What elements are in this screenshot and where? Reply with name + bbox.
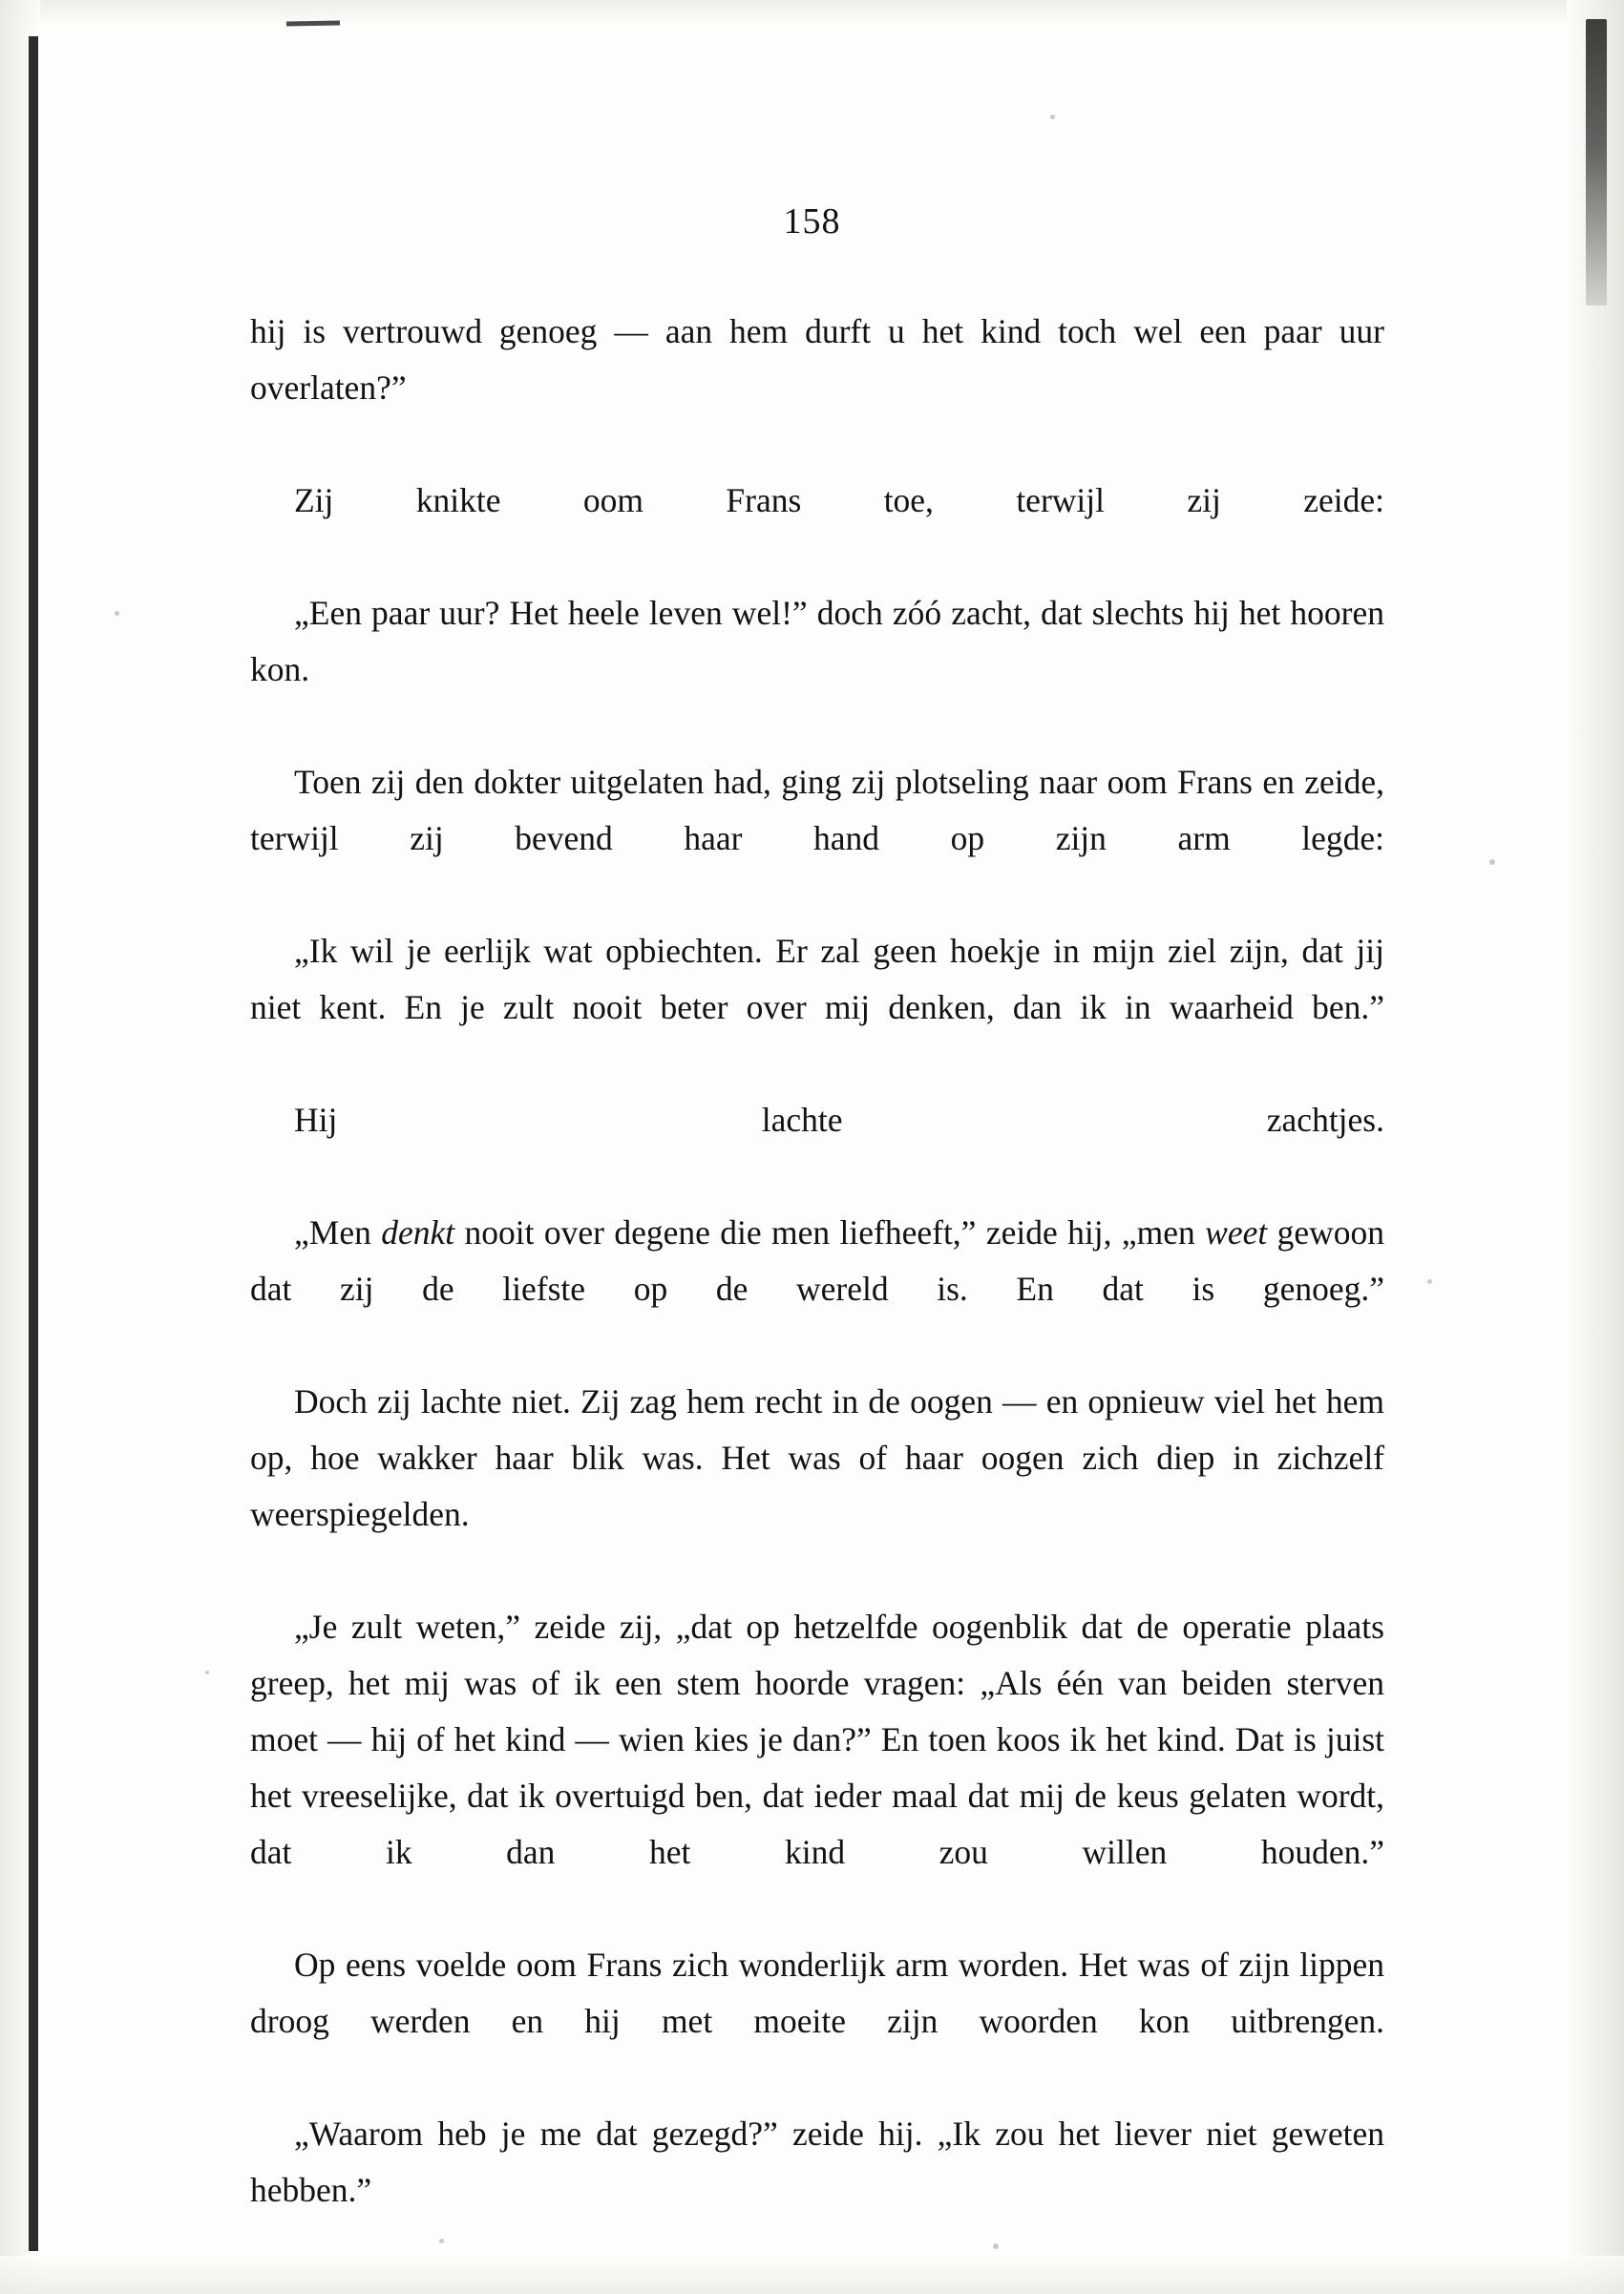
- text-run: „Waarom heb je me dat gezegd?” zeide hij. „Ik zou het liever niet geweten hebben.”: [250, 2115, 1384, 2209]
- scan-speck: [115, 611, 119, 616]
- page-edge-shadow-right: [1567, 0, 1624, 2294]
- text-run: Doch zij lachte niet. Zij zag hem recht in de oogen — en opnieuw viel het hem op, hoe wakker haar blik was. Het was of haar oogen zich diep in zichzelf weerspiegelden.: [250, 1382, 1384, 1533]
- emphasized-text: denkt: [381, 1213, 455, 1252]
- paragraph: [250, 1205, 1384, 1374]
- paragraph: [250, 1374, 1384, 1599]
- paragraph: [250, 1937, 1384, 2106]
- paragraph: [250, 1599, 1384, 1937]
- text-run: Zij knikte oom Frans toe, terwijl zij zeide:: [294, 481, 1384, 519]
- text-run: „Je zult weten,” zeide zij, „dat op hetzelfde oogenblik dat de operatie plaats greep, het mij was of ik een stem hoorde vragen: „Als één van beiden sterven moet — hij of het kind — wien kies je dan?” En toen koos ik het kind. Dat is juist het vreeselijke, dat ik overtuigd ben, dat ieder maal dat mij de keus gelaten wordt, dat ik dan het kind zou willen houden.”: [250, 1608, 1384, 1871]
- scan-smudge-mark: [1586, 19, 1607, 305]
- scan-tick-mark: [286, 21, 340, 27]
- text-run: „Men: [294, 1213, 382, 1252]
- text-run: nooit over degene die men liefheeft,” zeide hij, „men: [454, 1213, 1206, 1252]
- emphasized-text: weet: [1205, 1213, 1268, 1252]
- text-run: „Ik wil je eerlijk wat opbiechten. Er zal geen hoekje in mijn ziel zijn, dat jij niet kent. En je zult nooit beter over mij denken, dan ik in waarheid ben.”: [250, 932, 1384, 1026]
- text-run: gewoon dat zij de liefste op de wereld is. En dat is genoeg.”: [250, 1213, 1384, 1308]
- paragraph: [250, 2106, 1384, 2275]
- scan-speck: [1427, 1279, 1432, 1284]
- text-run: Op eens voelde oom Frans zich wonderlijk arm worden. Het was of zijn lippen droog werden en hij met moeite zijn woorden kon uitbrengen.: [250, 1946, 1384, 2040]
- paragraph: [250, 923, 1384, 1092]
- text-run: hij is vertrouwd genoeg — aan hem durft u het kind toch wel een paar uur overlaten?”: [250, 312, 1384, 407]
- paragraph: [250, 304, 1384, 473]
- scan-speck: [1050, 115, 1055, 119]
- page-edge-shadow-top: [0, 0, 1624, 25]
- text-run: „Een paar uur? Het heele leven wel!” doch zóó zacht, dat slechts hij het hooren kon.: [250, 594, 1384, 688]
- paragraph: [250, 754, 1384, 923]
- book-binding-mark: [29, 36, 38, 2251]
- body-text: [250, 304, 1384, 2275]
- page-number: 158: [783, 201, 841, 242]
- paragraph: [250, 473, 1384, 585]
- paragraph: [250, 1092, 1384, 1205]
- paragraph: [250, 585, 1384, 754]
- scan-speck: [205, 1671, 209, 1674]
- text-run: Toen zij den dokter uitgelaten had, ging zij plotseling naar oom Frans en zeide, terwijl zij bevend haar hand op zijn arm legde:: [250, 763, 1384, 857]
- scan-speck: [1489, 859, 1495, 865]
- text-run: Hij lachte zachtjes.: [294, 1101, 1384, 1139]
